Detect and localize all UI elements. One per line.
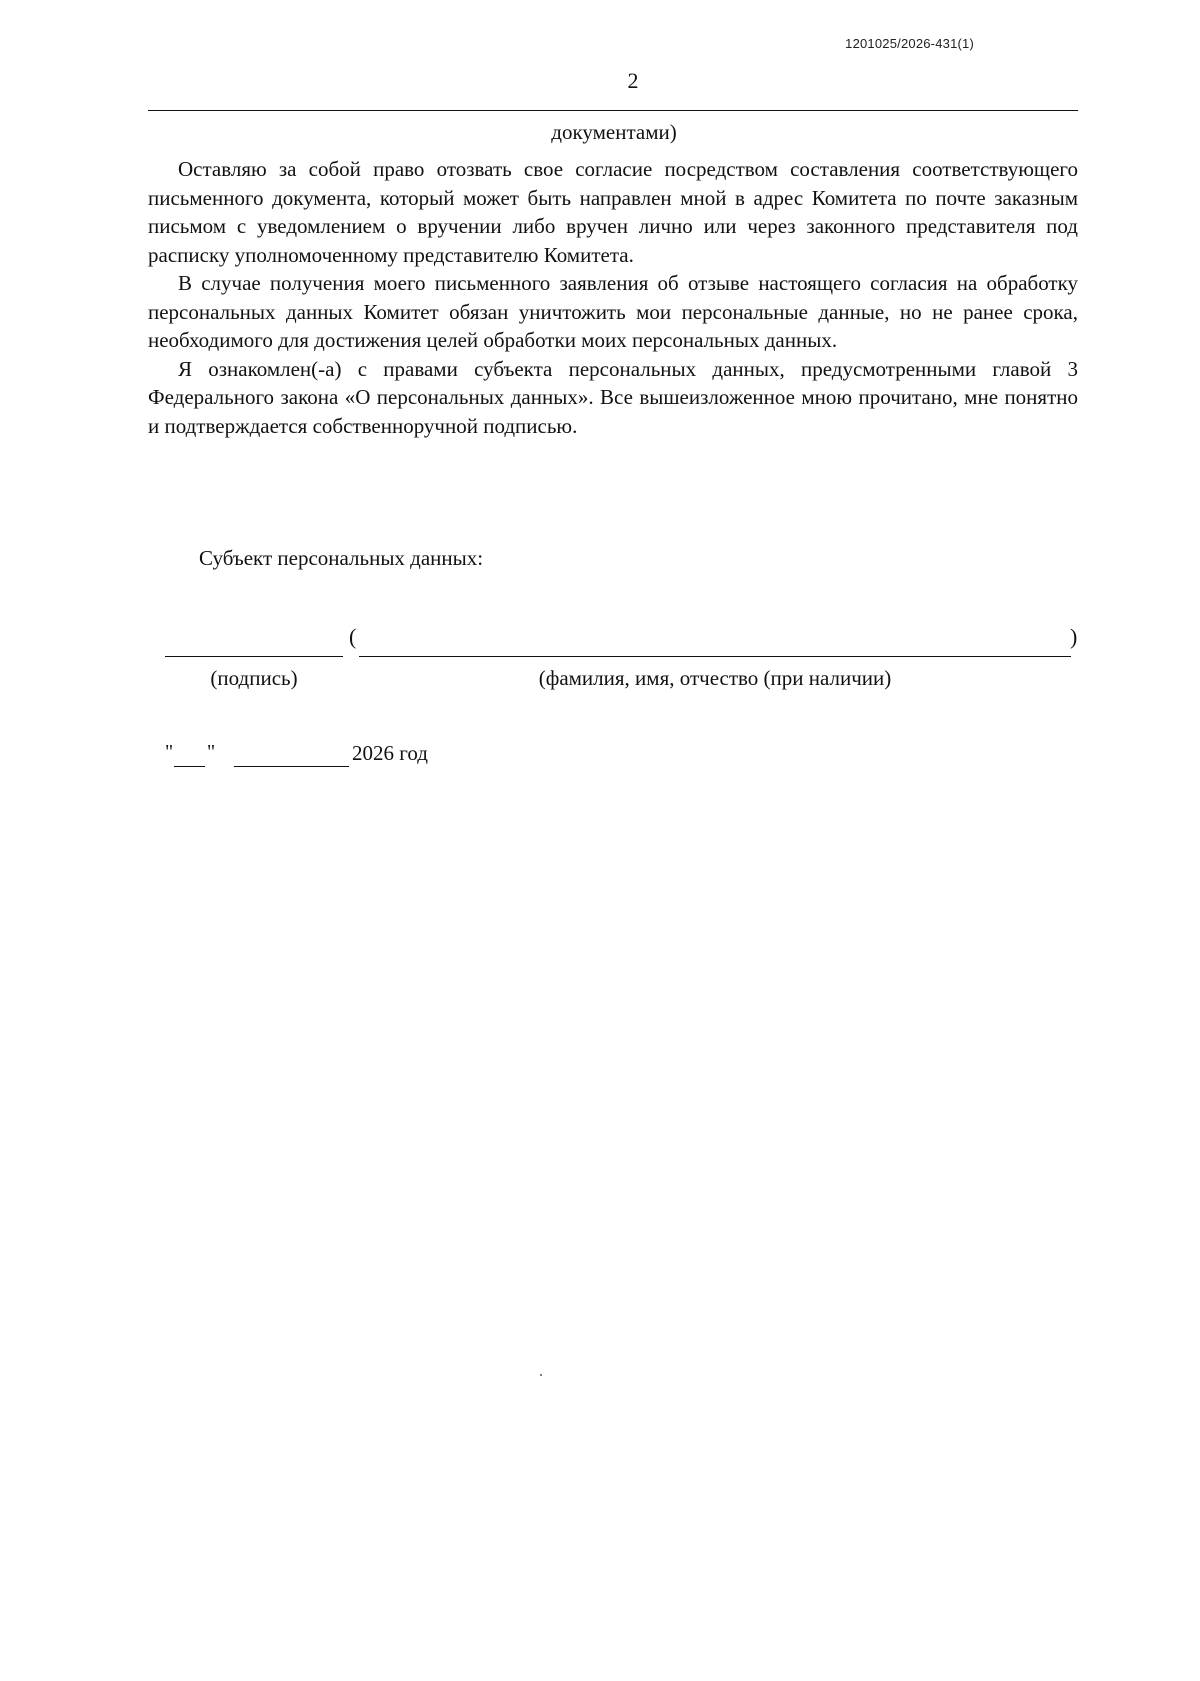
signature-line	[165, 656, 343, 657]
full-name-caption: (фамилия, имя, отчество (при наличии)	[538, 666, 892, 690]
date-quote-close: "	[207, 741, 216, 763]
scan-speck	[540, 1374, 542, 1376]
paragraph-consent-revocation: Оставляю за собой право отозвать свое согласие посредством составления соответствующего письменного документа, который может быть направлен мной в адрес Комитета по почте заказным письмом с уведомлением о вручении либо вручен лично или через законного представителя под расписку уполномоченному представителю Комитета.	[148, 157, 1078, 267]
name-paren-open: (	[349, 624, 357, 649]
continuation-line: документами)	[551, 120, 677, 144]
document-body	[148, 155, 1078, 440]
date-quote-open: "	[165, 741, 174, 763]
date-day-blank	[174, 766, 205, 767]
date-year: 2026 год	[352, 741, 428, 765]
name-paren-close: )	[1070, 624, 1078, 649]
header-divider	[148, 110, 1078, 111]
full-name-line	[359, 656, 1071, 657]
date-month-blank	[234, 766, 349, 767]
signature-caption: (подпись)	[210, 666, 298, 690]
registration-number: 1201025/2026-431(1)	[845, 36, 974, 51]
paragraph-data-destruction: В случае получения моего письменного заявления об отзыве настоящего согласия на обработку персональных данных Комитет обязан уничтожить мои персональные данные, но не ранее срока, необходимого для достижения целей обработки моих персональных данных.	[148, 271, 1078, 352]
page-number: 2	[627, 68, 639, 93]
subject-label: Субъект персональных данных:	[199, 546, 484, 570]
paragraph-acknowledgement: Я ознакомлен(-а) с правами субъекта персональных данных, предусмотренными главой 3 Федерального закона «О персональных данных». Все вышеизложенное мною прочитано, мне понятно и подтверждается собственноручной подписью.	[148, 356, 1078, 438]
